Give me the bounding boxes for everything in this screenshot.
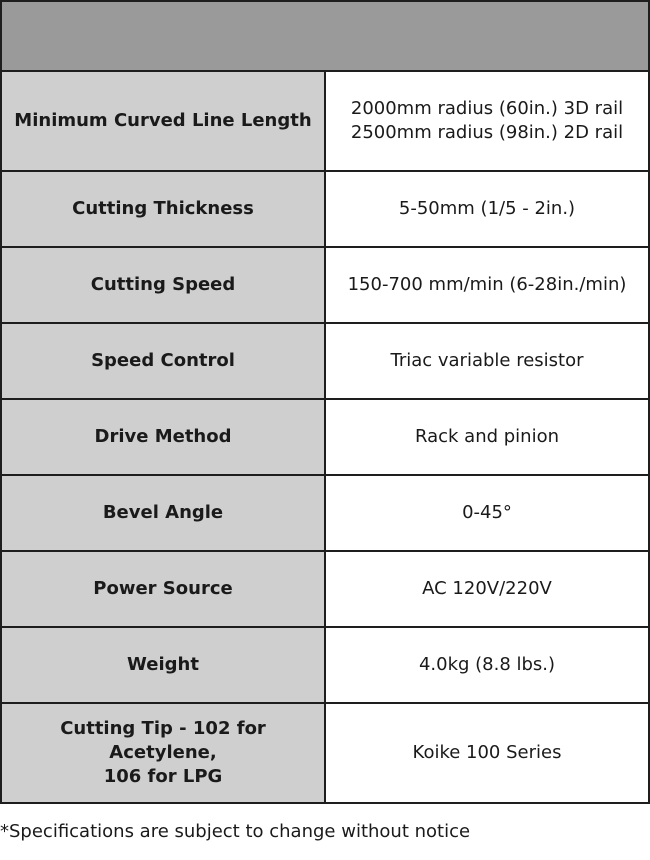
- spec-label-line: Cutting Thickness: [72, 198, 254, 219]
- spec-label: [1, 71, 325, 171]
- table-header: [1, 1, 649, 71]
- spec-value-line: 2500mm radius (98in.) 2D rail: [350, 122, 624, 143]
- spec-label-line: Weight: [127, 654, 199, 675]
- spec-value-line: Rack and pinion: [414, 426, 560, 447]
- table-row: [1, 71, 649, 171]
- table-header-row: [1, 1, 649, 71]
- spec-label-line: 106 for LPG: [103, 766, 223, 787]
- footnote: *Specifications are subject to change without notice: [0, 821, 471, 842]
- spec-label: [1, 247, 325, 323]
- spec-value: [325, 247, 649, 323]
- spec-label: [1, 399, 325, 475]
- table-row: [1, 703, 649, 803]
- spec-value: [325, 171, 649, 247]
- spec-value-line: 5-50mm (1/5 - 2in.): [398, 198, 576, 219]
- spec-label-line: Bevel Angle: [102, 502, 224, 523]
- spec-value: [325, 399, 649, 475]
- table-row: [1, 627, 649, 703]
- spec-value: [325, 703, 649, 803]
- spec-label: [1, 703, 325, 803]
- table-row: [1, 247, 649, 323]
- spec-label-line: Speed Control: [91, 350, 235, 371]
- spec-label-line: Drive Method: [94, 426, 232, 447]
- spec-label: [1, 475, 325, 551]
- spec-value: [325, 323, 649, 399]
- spec-label: [1, 323, 325, 399]
- spec-value-line: 4.0kg (8.8 lbs.): [418, 654, 556, 675]
- spec-label-line: Cutting Speed: [90, 274, 236, 295]
- spec-label: [1, 551, 325, 627]
- table-row: [1, 475, 649, 551]
- spec-label-line: Minimum Curved Line Length: [14, 110, 312, 131]
- spec-value: [325, 627, 649, 703]
- table-row: [1, 551, 649, 627]
- spec-value-line: 2000mm radius (60in.) 3D rail: [350, 98, 624, 119]
- table-row: [1, 399, 649, 475]
- spec-value-line: 150-700 mm/min (6-28in./min): [347, 274, 627, 295]
- spec-value-line: 0-45°: [462, 502, 512, 523]
- table-row: [1, 323, 649, 399]
- spec-value: [325, 551, 649, 627]
- spec-value-line: Koike 100 Series: [412, 742, 562, 763]
- table-row: [1, 171, 649, 247]
- spec-value-line: Triac variable resistor: [390, 350, 584, 371]
- spec-label-line: Cutting Tip - 102 for Acetylene,: [60, 718, 266, 763]
- spec-value: [325, 71, 649, 171]
- spec-label-line: Power Source: [93, 578, 233, 599]
- spec-label: [1, 627, 325, 703]
- spec-label: [1, 171, 325, 247]
- spec-value: [325, 475, 649, 551]
- spec-value-line: AC 120V/220V: [422, 578, 552, 599]
